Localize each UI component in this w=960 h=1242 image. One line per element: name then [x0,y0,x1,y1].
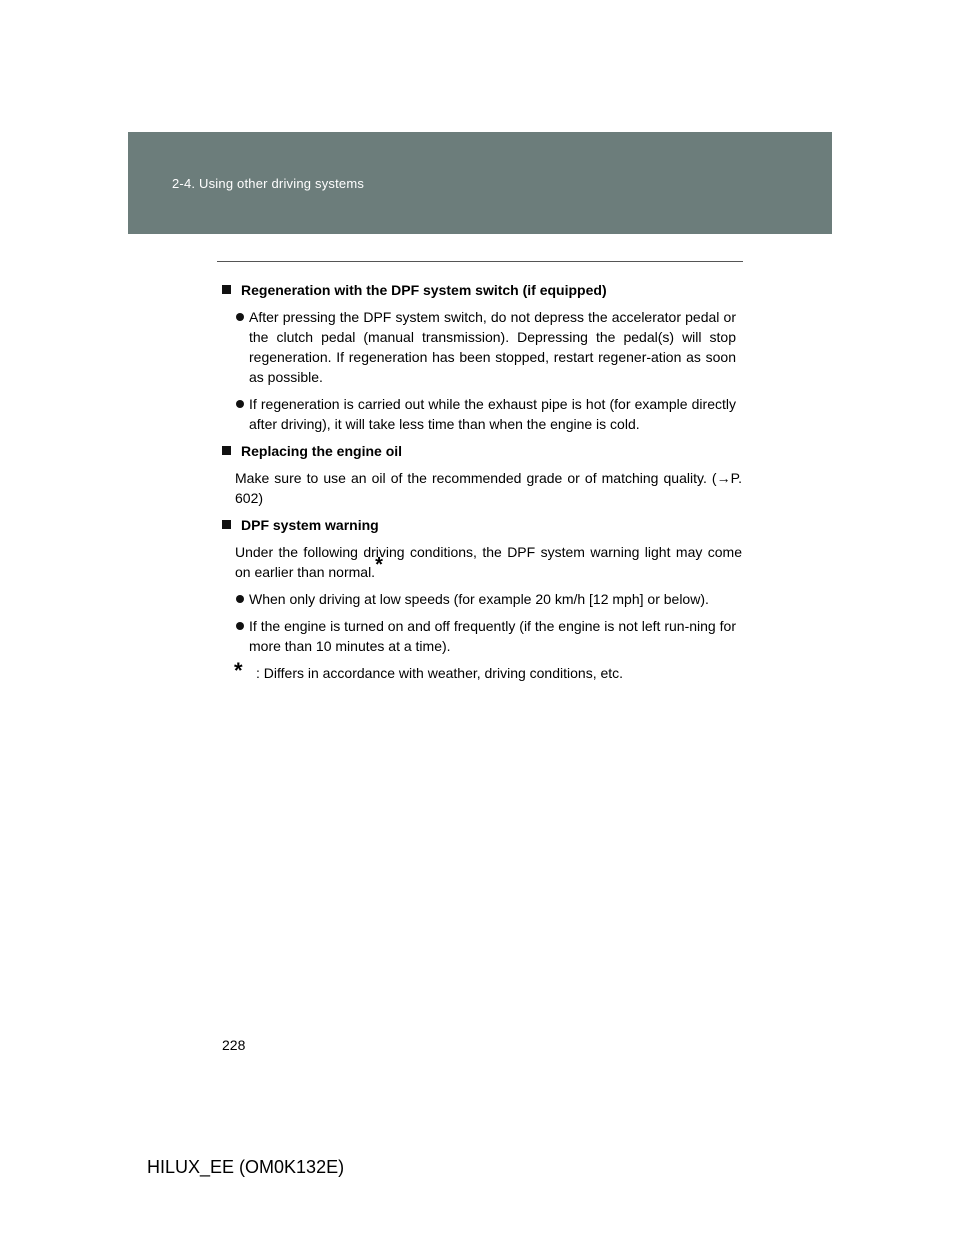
square-bullet-icon [222,285,231,294]
warning-text: Under the following driving conditions, the DPF system warning light may come on earlier than normal.* [235,544,742,580]
square-bullet-icon [222,520,231,529]
document-id: HILUX_EE (OM0K132E) [147,1157,345,1177]
heading-regeneration: Regeneration with the DPF system switch (if equipped) [222,280,742,300]
square-bullet-icon [222,446,231,455]
bullet-item: If the engine is turned on and off frequently (if the engine is not left run-ning for more than 10 minutes at a time). [222,616,742,656]
round-bullet-icon [236,313,244,321]
content [222,280,742,683]
bullet-item: When only driving at low speeds (for example 20 km/h [12 mph] or below). [222,589,742,609]
round-bullet-icon [236,400,244,408]
asterisk-mark: * [375,554,383,576]
top-rule [217,261,743,262]
heading-warning: DPF system warning [222,515,742,535]
footnote-mark: * [234,658,243,683]
header-bar [128,132,832,234]
page-number: 228 [222,1037,246,1053]
round-bullet-icon [236,595,244,603]
section-title: 2-4. Using other driving systems [172,176,365,191]
round-bullet-icon [236,622,244,630]
heading-oil: Replacing the engine oil [222,441,742,461]
oil-text: Make sure to use an oil of the recommended grade or of matching quality. (→P. 602) [235,470,742,506]
bullet-item: After pressing the DPF system switch, do not depress the accelerator pedal or the clutch pedal (manual transmission). Depressing the pedal(s) will stop regeneration. If regeneration has been stopped, restart regener-ation as soon as possible. [222,307,742,387]
bullet-item: If regeneration is carried out while the exhaust pipe is hot (for example directly after driving), it will take less time than when the engine is cold. [222,394,742,434]
footnote: * : Differs in accordance with weather, driving conditions, etc. [234,658,624,683]
